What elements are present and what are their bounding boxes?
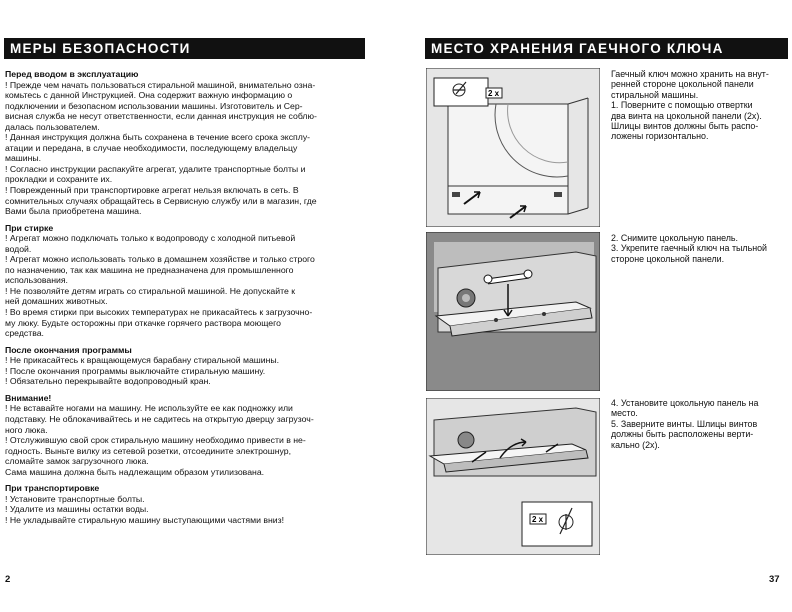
section-heading-transport: При транспортировке <box>5 483 100 494</box>
safety-instructions <box>5 69 367 525</box>
left-section-title: МЕРЫ БЕЗОПАСНОСТИ <box>4 38 365 59</box>
right-section-title: МЕСТО ХРАНЕНИЯ ГАЕЧНОГО КЛЮЧА <box>425 38 788 59</box>
figure-unscrew-plinth <box>426 68 600 227</box>
section-heading-after-program: После окончания программы <box>5 344 132 355</box>
section-heading-attention: Внимание! <box>5 392 52 403</box>
page-number-left: 2 <box>5 574 11 585</box>
section-text-transport: ! Установите транспортные болты. ! Удалите из машины остатки воды. ! Не укладывайте стиральную машину выступающими частями вниз! <box>5 493 285 525</box>
section-heading-before-use: Перед вводом в эксплуатацию <box>5 69 139 79</box>
section-text-washing: ! Агрегат можно подключать только к водопроводу с холодной питьевой водой. ! Агрегат можно использовать только в домашнем хозяйстве и только строго по назначению, так как машина не предназначена для промышленного использования. ! Не позволяйте детям играть со стиральной машиной. Не допускайте к ней домашних животных. ! Во время стирки при высоких температурах не прикасайтесь к загрузочно- му люку. Будьте осторожны при откачке горячего раствора моющего средства. <box>5 233 315 339</box>
step-text-3: 4. Установите цокольную панель на место. 5. Заверните винты. Шлицы винтов должны быть расположены верти- кально (2x). <box>611 398 759 450</box>
figure-reinstall-plinth <box>426 398 600 555</box>
figure-label-2x-top: 2 x <box>488 89 500 98</box>
page-number-right: 37 <box>769 574 780 585</box>
section-text-before-use: ! Прежде чем начать пользоваться стиральной машиной, внимательно озна- комьтесь с данной Инструкцией. Она содержит важную информацию о подключении и безопасном использовании машины. Изготовитель и Сер- висная служба не несут ответственности, если данная инструкция не соблю- далась пользователем. ! Данная инструкция должна быть сохранена в течение всего срока эксплу- атации и передана, в случае необходимости, последующему владельцу машины. ! Согласно инструкции распакуйте агрегат, удалите транспортные болты и прокладки и сохраните их. ! Поврежденный при транспортировке агрегат нельзя включать в сеть. В сомнительных случаях обращайтесь в Сервисную службу или в магазин, где Вами была приобретена машина. <box>5 79 317 217</box>
step-text-2: 2. Снимите цокольную панель. 3. Укрепите гаечный ключ на тыльной стороне цокольной панели. <box>611 233 767 264</box>
section-text-attention: ! Не вставайте ногами на машину. Не используйте ее как подножку или подставку. Не облокачивайтесь и не садитесь на открытую дверцу загрузоч- ного люка. ! Отслужившую свой срок стиральную машину необходимо привести в не- годность. Выньте вилку из сетевой розетки, отсоедините электрошнур, сломайте замок загрузочного люка. Сама машина должна быть надлежащим образом утилизована. <box>5 403 314 477</box>
section-heading-washing: При стирке <box>5 222 54 233</box>
section-text-after-program: ! Не прикасайтесь к вращающемуся барабану стиральной машины. ! После окончания программы выключайте стиральную машину. ! Обязательно перекрывайте водопроводный кран. <box>5 355 280 387</box>
step-text-1: Гаечный ключ можно хранить на внут- ренней стороне цокольной панели стиральной машины. 1. Поверните с помощью отвертки два винта на цокольной панели (2x). Шлицы винтов должны быть распо- ложены горизонтально. <box>611 69 769 142</box>
figure-attach-spanner <box>426 232 600 391</box>
figure-label-2x-bottom: 2 x <box>532 515 544 524</box>
